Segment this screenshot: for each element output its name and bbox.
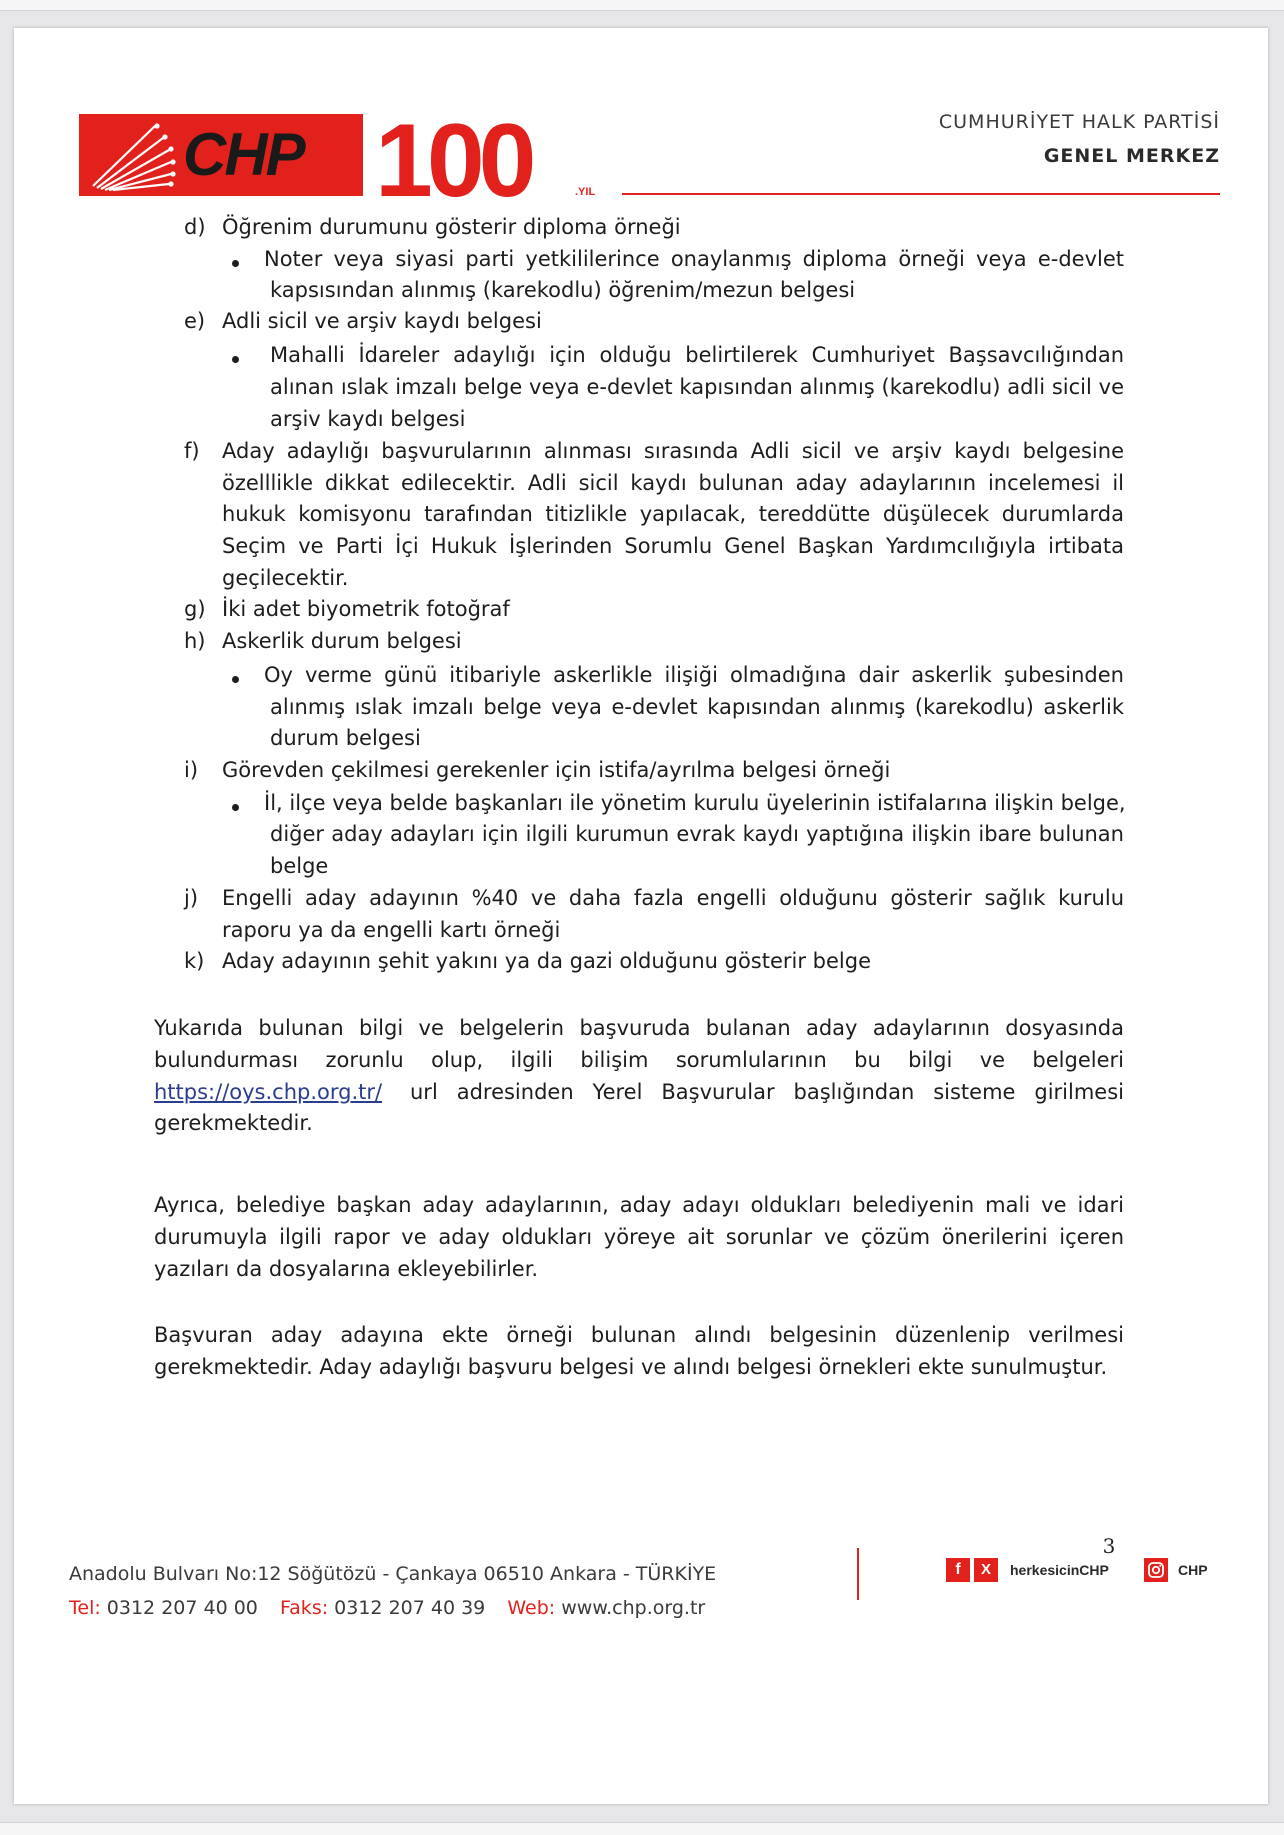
chp-logo-box: [79, 114, 363, 196]
paragraph-2-line: yazıları da dosyalarına ekleyebilirler.: [154, 1257, 539, 1281]
item-i-bullet-line: belge: [270, 854, 329, 878]
bullet-icon: [232, 804, 239, 811]
item-i-bullet-line: İl, ilçe veya belde başkanları ile yönetim kurulu üyelerinin istifalarına ilişkin belge,: [264, 791, 1126, 815]
top-page-edge: [0, 0, 1284, 11]
paragraph-3-line: Başvuran aday adayına ekte örneği bulunan alındı belgesinin düzenlenip verilmesi: [154, 1323, 1124, 1347]
item-j-line: raporu ya da engelli kartı örneği: [222, 918, 561, 942]
chp-logo-text: CHP: [183, 121, 304, 188]
item-d-bullet-line: kapsısından alınmış (karekodlu) öğrenim/mezun belgesi: [270, 278, 856, 302]
list-marker-i: i): [184, 758, 199, 782]
item-h-bullet-line: durum belgesi: [270, 726, 421, 750]
instagram-handle: CHP: [1178, 1562, 1208, 1578]
item-f-line: Aday adaylığı başvurularının alınması sırasında Adli sicil ve arşiv kaydı belgesine: [222, 439, 1124, 463]
item-g-title: İki adet biyometrik fotoğraf: [222, 597, 510, 621]
paragraph-1-line-rest: url adresinden Yerel Başvurular başlığından sisteme girilmesi: [410, 1080, 1124, 1104]
item-i-title: Görevden çekilmesi gerekenler için istifa/ayrılma belgesi örneği: [222, 758, 891, 782]
item-f-line: geçilecektir.: [222, 566, 349, 590]
list-marker-g: g): [184, 597, 206, 621]
hundred-logo-text: 100: [375, 112, 531, 202]
bullet-icon: [232, 356, 239, 363]
item-e-bullet-line: Mahalli İdareler adaylığı için olduğu belirtilerek Cumhuriyet Başsavcılığından: [270, 343, 1124, 367]
item-e-title: Adli sicil ve arşiv kaydı belgesi: [222, 309, 542, 333]
item-h-bullet-line: alınmış ıslak imzalı belge veya e-devlet kapısından alınmış (karekodlu) askerlik: [270, 695, 1124, 719]
item-i-bullet-line: diğer aday adayları için ilgili kurumun evrak kaydı yaptığına ilişkin ibare bulunan: [270, 822, 1124, 846]
footer-contacts: [69, 1594, 769, 1622]
list-marker-k: k): [184, 949, 205, 973]
footer-address: Anadolu Bulvarı No:12 Söğütözü - Çankaya 06510 Ankara - TÜRKİYE: [69, 1563, 717, 1585]
list-marker-f: f): [184, 439, 200, 463]
footer-divider: [857, 1548, 859, 1600]
instagram-icon[interactable]: [1144, 1558, 1168, 1582]
item-f-line: hukuk komisyonu tarafından titizlikle yapılacak, tereddütte düşülecek durumlarda: [222, 502, 1124, 526]
org-name: CUMHURİYET HALK PARTİSİ: [938, 111, 1220, 133]
paragraph-2-line: Ayrıca, belediye başkan aday adaylarının, aday adayı oldukları belediyenin mali ve idari: [154, 1193, 1124, 1217]
social-handle: herkesicinCHP: [1010, 1562, 1109, 1578]
item-e-bullet-line: arşiv kaydı belgesi: [270, 407, 466, 431]
year-suffix: .YIL: [575, 186, 596, 198]
chp-100-logo: [79, 114, 599, 200]
fax-label: Faks:: [279, 1597, 329, 1619]
item-f-line: özelllikle dikkat edilecektir. Adli sicil kaydı bulunan aday adaylarının incelemesi il: [222, 471, 1124, 495]
paragraph-2-line: durumuyla ilgili rapor ve aday oldukları yöreye ait sorunlar ve çözüm önerilerini içeren: [154, 1225, 1124, 1249]
oys-link[interactable]: https://oys.chp.org.tr/: [154, 1080, 383, 1104]
org-unit: GENEL MERKEZ: [1043, 145, 1220, 167]
list-marker-d: d): [184, 215, 206, 239]
list-marker-h: h): [184, 629, 206, 653]
paragraph-1-line-with-link: [154, 1077, 1124, 1107]
fax-number: 0312 207 40 39: [334, 1597, 486, 1619]
x-twitter-icon[interactable]: X: [974, 1558, 998, 1582]
paragraph-1-line: Yukarıda bulunan bilgi ve belgelerin başvuruda bulanan aday adaylarının dosyasında: [154, 1016, 1124, 1040]
facebook-icon[interactable]: f: [946, 1558, 970, 1582]
item-f-line: Seçim ve Parti İçi Hukuk İşlerinden Sorumlu Genel Başkan Yardımcılığıyla irtibata: [222, 534, 1124, 558]
list-marker-e: e): [184, 309, 206, 333]
bullet-icon: [232, 260, 239, 267]
item-h-title: Askerlik durum belgesi: [222, 629, 462, 653]
tel-number: 0312 207 40 00: [106, 1597, 258, 1619]
header-divider: [622, 193, 1220, 195]
item-h-bullet-line: Oy verme günü itibariyle askerlikle ilişiği olmadığına dair askerlik şubesinden: [264, 663, 1124, 687]
tel-label: Tel:: [69, 1597, 101, 1619]
item-e-bullet-line: alınan ıslak imzalı belge veya e-devlet kapısından alınmış (karekodlu) adli sicil ve: [270, 375, 1124, 399]
paragraph-1-line: gerekmektedir.: [154, 1111, 313, 1135]
item-d-title: Öğrenim durumunu gösterir diploma örneği: [222, 215, 681, 239]
item-k-title: Aday adayının şehit yakını ya da gazi olduğunu gösterir belge: [222, 949, 872, 973]
item-j-line: Engelli aday adayının %40 ve daha fazla engelli olduğunu gösterir sağlık kurulu: [222, 886, 1124, 910]
six-arrows-icon: [85, 120, 185, 192]
document-page: [14, 28, 1268, 1804]
page-number: 3: [1102, 1534, 1116, 1558]
list-marker-j: j): [184, 886, 199, 910]
bullet-icon: [232, 676, 239, 683]
web-address[interactable]: www.chp.org.tr: [561, 1597, 706, 1619]
hundred-year-logo: [375, 112, 595, 202]
paragraph-3-line: gerekmektedir. Aday adaylığı başvuru belgesi ve alındı belgesi örnekleri ekte sunulmuştur.: [154, 1355, 1108, 1379]
instagram-glyph: [1144, 1558, 1168, 1582]
item-d-bullet-line: Noter veya siyasi parti yetkililerince onaylanmış diploma örneği veya e-devlet: [264, 247, 1124, 271]
bottom-page-edge: [0, 1822, 1284, 1835]
paragraph-1-line: bulundurması zorunlu olup, ilgili bilişim sorumlularının bu bilgi ve belgeleri: [154, 1048, 1124, 1072]
web-label: Web:: [507, 1597, 556, 1619]
